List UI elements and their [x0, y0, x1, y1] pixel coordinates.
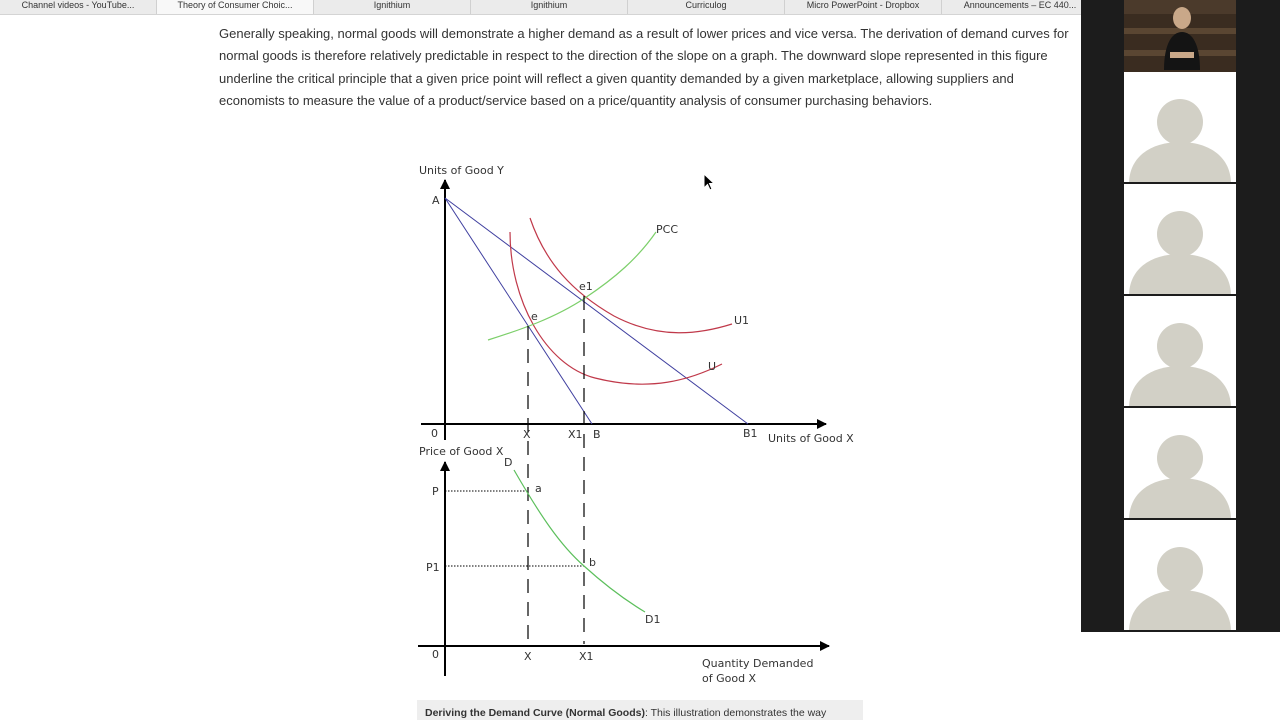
participant-video-tile[interactable]: [1124, 0, 1236, 72]
browser-tab-bar: [0, 0, 1081, 15]
demand-d1-label: D1: [645, 613, 661, 626]
article-paragraph: Generally speaking, normal goods will demonstrate a higher demand as a result of lower prices and vice versa. The derivation of demand curves for normal goods is therefore relatively predictable in respect to the direction of the slope on a graph. The downward slope represented in this figure underline the critical principle that a given price point will reflect a given quantity demanded by a given marketplace, allowing suppliers and economists to measure the value of a product/service based on a price/quantity analysis of consumer purchasing behaviors.: [219, 26, 1069, 109]
tab-announcements[interactable]: Announcements – EC 440...: [942, 0, 1081, 14]
bottom-tick-x1: X1: [579, 650, 594, 663]
avatar-placeholder-icon: [1124, 296, 1236, 406]
top-tick-x: X: [523, 428, 531, 441]
bottom-origin-label: 0: [432, 648, 439, 661]
video-participants-panel: [1081, 0, 1280, 632]
caption-title: Deriving the Demand Curve (Normal Goods): [425, 707, 645, 719]
avatar-placeholder-icon: [1124, 520, 1236, 630]
demand-curve-figure: [410, 150, 870, 695]
top-tick-b: B: [593, 428, 601, 441]
indifference-curve-u: [510, 232, 722, 384]
avatar-placeholder-icon: [1124, 184, 1236, 294]
participant-tile[interactable]: [1124, 296, 1236, 406]
tab-ignithium-1[interactable]: Ignithium: [314, 0, 471, 14]
tab-curriculog[interactable]: Curriculog: [628, 0, 785, 14]
participant-tile[interactable]: [1124, 72, 1236, 182]
point-e1-label: e1: [579, 280, 593, 293]
bottom-x-axis-label-line1: Quantity Demanded: [702, 657, 814, 670]
tab-micro-powerpoint[interactable]: Micro PowerPoint - Dropbox: [785, 0, 942, 14]
top-x-axis-label: Units of Good X: [768, 432, 854, 445]
top-y-axis-label: Units of Good Y: [419, 164, 504, 177]
top-tick-x1: X1: [568, 428, 583, 441]
price-p-label: P: [432, 485, 439, 498]
mouse-cursor-icon: [703, 173, 715, 196]
bottom-x-axis-label-line2: of Good X: [702, 672, 757, 685]
demand-curve: [514, 470, 645, 612]
bottom-tick-x: X: [524, 650, 532, 663]
pcc-label: PCC: [656, 223, 678, 236]
tab-ignithium-2[interactable]: Ignithium: [471, 0, 628, 14]
demand-d-label: D: [504, 456, 513, 469]
budget-line-ab: [445, 198, 592, 424]
participant-tile[interactable]: [1124, 408, 1236, 518]
point-e-label: e: [531, 310, 538, 323]
budget-line-ab1: [445, 198, 748, 424]
point-b-label: b: [589, 556, 596, 569]
avatar-placeholder-icon: [1124, 408, 1236, 518]
top-origin-label: 0: [431, 427, 438, 440]
point-a-label: A: [432, 194, 440, 207]
figure-caption: [417, 700, 863, 720]
top-tick-b1: B1: [743, 427, 758, 440]
tab-theory-of-consumer-choice[interactable]: Theory of Consumer Choic...: [157, 0, 314, 14]
caption-text: : This illustration demonstrates the way: [644, 707, 827, 719]
demand-curve-diagram: [410, 150, 870, 695]
u-label: U: [708, 360, 717, 373]
point-a-demand-label: a: [535, 482, 542, 495]
price-p1-label: P1: [426, 561, 440, 574]
person-video-icon: [1124, 0, 1236, 72]
tab-channel-videos[interactable]: Channel videos - YouTube...: [0, 0, 157, 14]
bottom-y-axis-label: Price of Good X: [419, 445, 504, 458]
indifference-curve-u1: [530, 218, 732, 333]
participant-tile[interactable]: [1124, 184, 1236, 294]
u1-label: U1: [734, 314, 750, 327]
avatar-placeholder-icon: [1124, 72, 1236, 182]
participant-tile[interactable]: [1124, 520, 1236, 630]
